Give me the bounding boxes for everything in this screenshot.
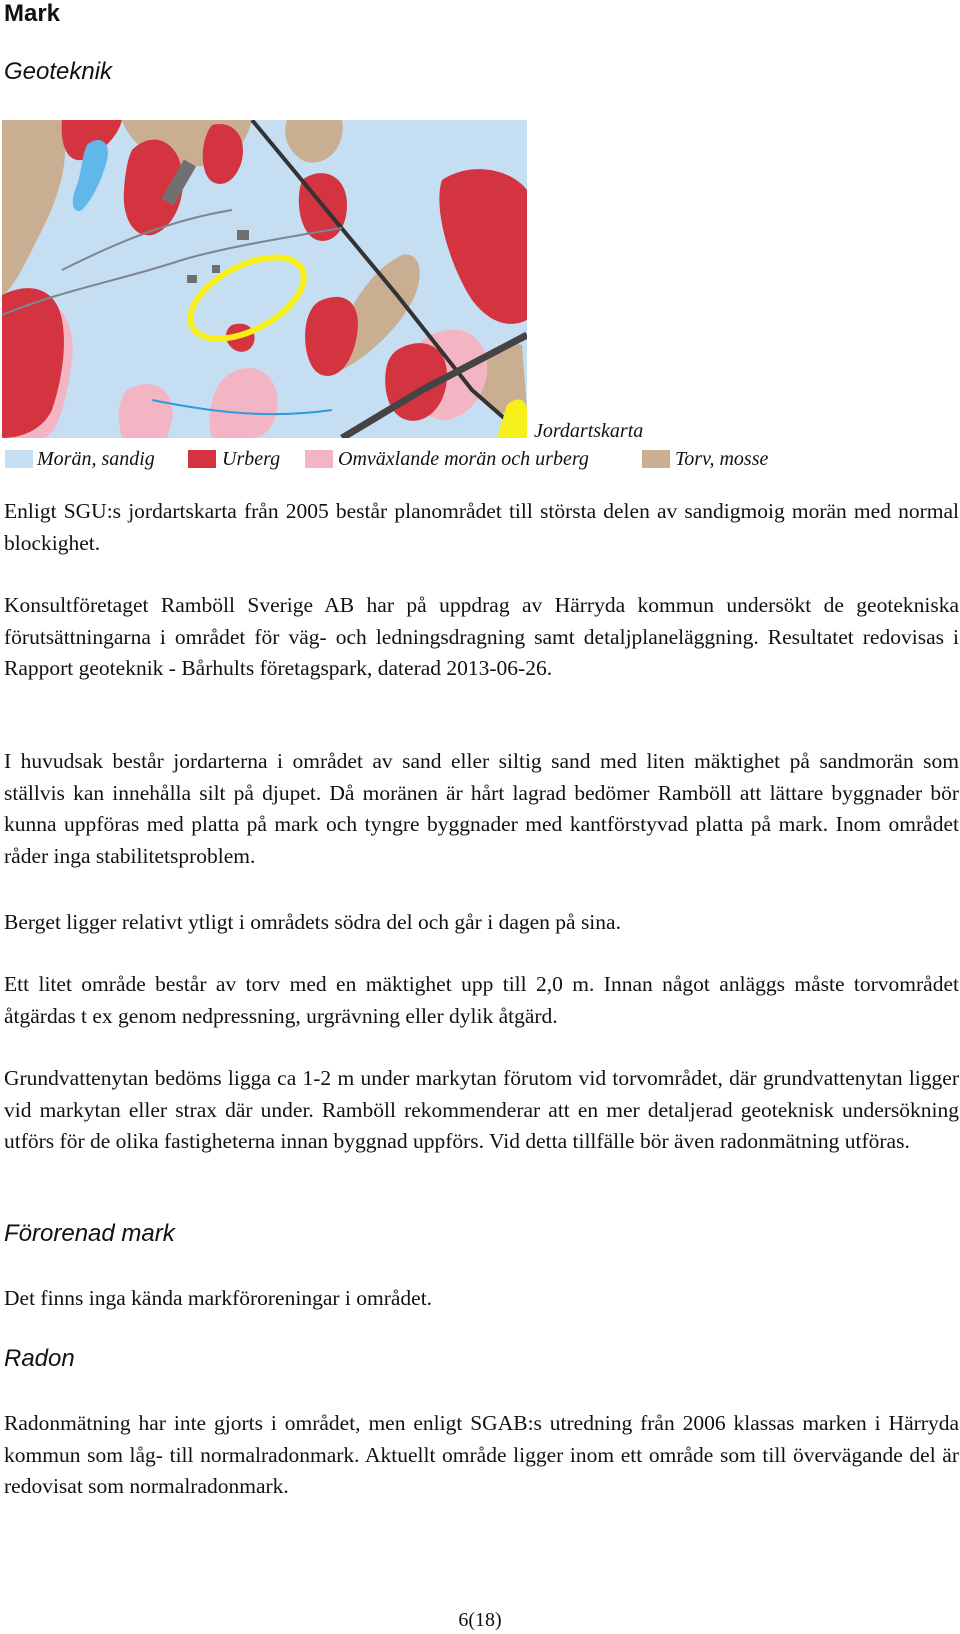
page-heading: Mark xyxy=(4,0,61,27)
page-number: 6(18) xyxy=(458,1609,502,1631)
paragraph-sgu: Enligt SGU:s jordartskarta från 2005 består planområdet till största delen av sandigmoig morän med normal blockighet. xyxy=(4,499,959,555)
legend-label-torv: Torv, mosse xyxy=(675,448,769,470)
legend-label-urberg: Urberg xyxy=(222,448,281,470)
legend-swatch-urberg xyxy=(188,450,216,468)
paragraph-grundvatten: Grundvattenytan bedöms ligga ca 1-2 m under markytan förutom vid torvområdet, där grundvattenytan ligger vid markytan eller strax där under. Ramböll rekommenderar att en mer detaljerad geoteknisk undersökning utförs för de olika fastigheterna innan byggnad uppförs. Vid detta tillfälle bör även radonmätning utföras. xyxy=(4,1066,959,1153)
paragraph-berget: Berget ligger relativt ytligt i områdets södra del och går i dagen på sina. xyxy=(4,910,621,934)
legend-swatch-moran xyxy=(5,450,33,468)
legend-label-moran: Morän, sandig xyxy=(37,448,155,470)
paragraph-radon: Radonmätning har inte gjorts i området, men enligt SGAB:s utredning från 2006 klassas marken i Härryda kommun som låg- till normalradonmark. Aktuellt område ligger inom ett område som till övervägande del är redovisat som normalradonmark. xyxy=(4,1411,959,1498)
soil-map-graphic xyxy=(2,120,527,438)
map-caption: Jordartskarta xyxy=(534,420,644,442)
paragraph-jordarter: I huvudsak består jordarterna i området av sand eller siltig sand med liten mäktighet på sandmorän som ställvis kan innehålla silt på djupet. Då moränen är hårt lagrad bedömer Ramböll att lättare byggnader bör kunna uppföras med platta på mark och tyngre byggnader med kantförstyvad platta på mark. Inom området råder inga stabilitetsproblem. xyxy=(4,749,959,868)
paragraph-ramboll: Konsultföretaget Ramböll Sverige AB har på uppdrag av Härryda kommun undersökt de geotekniska förutsättningarna i området för väg- och ledningsdragning samt detaljplaneläggning. Resultatet redovisas i Rapport geoteknik - Bårhults företagspark, daterad 2013-06-26. xyxy=(4,593,959,680)
legend-swatch-omvaxlande xyxy=(305,450,333,468)
section-heading-geoteknik: Geoteknik xyxy=(4,58,113,85)
map-legend xyxy=(0,446,960,476)
soil-map xyxy=(2,120,527,438)
legend-label-omvaxlande: Omväxlande morän och urberg xyxy=(338,448,589,470)
section-heading-radon: Radon xyxy=(4,1345,75,1372)
paragraph-fororenad: Det finns inga kända markföroreningar i området. xyxy=(4,1286,433,1310)
legend-swatch-torv xyxy=(642,450,670,468)
paragraph-torv: Ett litet område består av torv med en mäktighet upp till 2,0 m. Innan något anläggs måste torvområdet åtgärdas t ex genom nedpressning, urgrävning eller dylik åtgärd. xyxy=(4,972,959,1028)
section-heading-fororenad: Förorenad mark xyxy=(4,1220,175,1247)
